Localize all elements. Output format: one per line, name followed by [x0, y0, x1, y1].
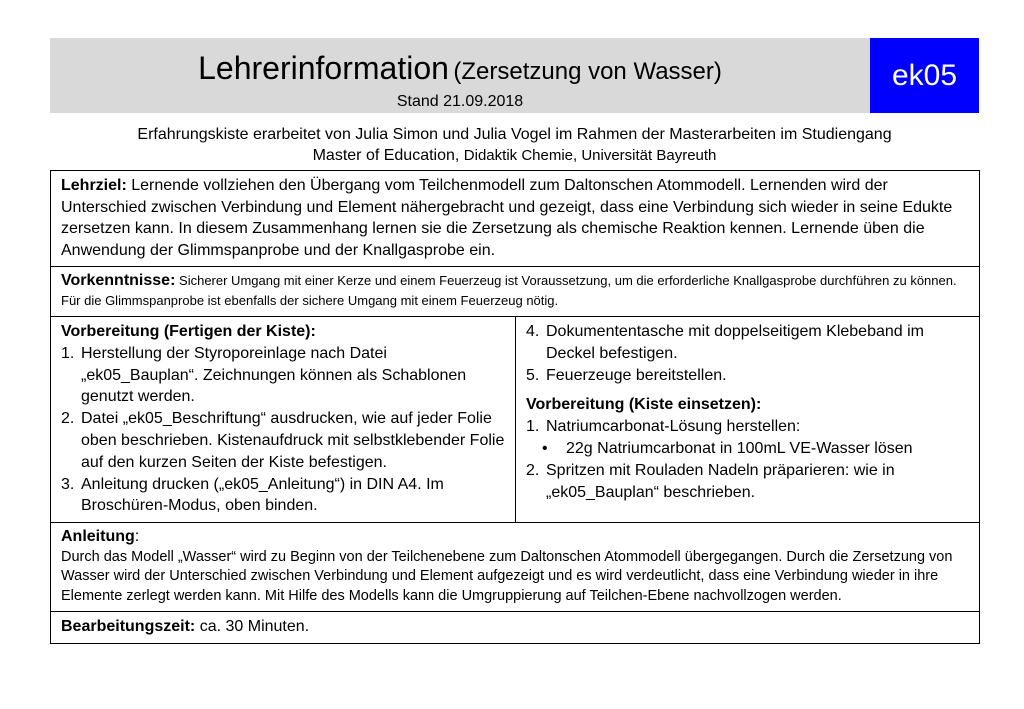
bullet-item — [526, 438, 969, 460]
lehrziel-cell — [51, 171, 980, 267]
vorbereitung-fertigen-heading: Vorbereitung (Fertigen der Kiste): — [61, 323, 316, 340]
list-item-text: Natriumcarbonat-Lösung herstellen: — [546, 418, 801, 436]
list-item — [61, 408, 505, 473]
bearbeitungszeit-cell — [51, 612, 980, 644]
anleitung-colon: : — [134, 528, 140, 546]
list-item-text: Datei „ek05_Beschriftung“ ausdrucken, wie auf jeder Folie oben beschrieben. Kistenaufdruck mit selbstklebender Folie auf den kurzen Seiten der Kiste befestigen. — [81, 410, 505, 471]
page-subtitle: (Zersetzung von Wasser) — [453, 58, 722, 85]
bullet-text: 22g Natriumcarbonat in 100mL VE-Wasser lösen — [566, 439, 913, 457]
anleitung-label: Anleitung — [61, 528, 135, 546]
bearbeitungszeit-row — [51, 612, 980, 644]
list-item-text: Spritzen mit Rouladen Nadeln präparieren: wie in „ek05_Bauplan“ beschrieben. — [546, 461, 895, 501]
code-badge: ek05 — [870, 38, 979, 113]
vorbereitung-row — [51, 317, 980, 523]
anleitung-heading — [61, 527, 969, 548]
list-number: 2. — [526, 461, 540, 479]
credit-degree: Master of Education, — [312, 147, 460, 164]
list-item — [526, 321, 969, 365]
list-number: 3. — [61, 475, 75, 493]
bullet-icon: • — [542, 439, 548, 457]
list-number: 4. — [526, 323, 540, 340]
list-item — [61, 343, 505, 408]
bearbeitungszeit-text: ca. 30 Minuten. — [199, 618, 310, 636]
info-table — [50, 170, 980, 644]
anleitung-text: Durch das Modell „Wasser“ wird zu Beginn von der Teilchenebene zum Daltonschen Atommodell übergegangen. Durch die Zersetzung von Wasser wird der Unterschied zwischen Verbindung und Element aufgezeigt und es wird verdeutlicht, dass eine Verbindung wieder in ihre Elemente zerlegt werden kann. Mit Hilfe des Modells kann die Umgruppierung auf Teilchen-Ebene nachvollzogen werden. — [61, 548, 953, 604]
vorbereitung-fertigen-cell — [51, 317, 516, 523]
credit-institution: Didaktik Chemie, Universität Bayreuth — [463, 147, 717, 164]
credit-text — [50, 124, 979, 166]
vorbereitung-einsetzen-heading: Vorbereitung (Kiste einsetzen): — [526, 396, 762, 414]
vorkenntnisse-cell — [51, 267, 980, 317]
stand-date: Stand 21.09.2018 — [396, 93, 524, 110]
credit-line-1: Erfahrungskiste erarbeitet von Julia Simon und Julia Vogel im Rahmen der Masterarbeiten im Studiengang — [137, 126, 892, 143]
vorbereitung-einsetzen-list-2 — [526, 460, 969, 504]
anleitung-cell — [51, 523, 980, 612]
lehrziel-row — [51, 171, 980, 267]
title-line — [50, 50, 870, 93]
list-item — [526, 365, 969, 387]
list-number: 2. — [61, 410, 75, 428]
list-item-text: Anleitung drucken („ek05_Anleitung“) in DIN A4. Im Broschüren-Modus, oben binden. — [81, 475, 444, 515]
vorbereitung-fertigen-list-continued — [526, 321, 969, 386]
list-number: 1. — [526, 418, 540, 436]
bearbeitungszeit-label: Bearbeitungszeit: — [61, 618, 196, 636]
anleitung-row — [51, 523, 980, 612]
list-item-text: Dokumententasche mit doppelseitigem Klebeband im Deckel befestigen. — [546, 323, 924, 362]
credit-line-2 — [50, 145, 979, 166]
list-number: 5. — [526, 366, 540, 384]
vorkenntnisse-row — [51, 267, 980, 317]
vorbereitung-einsetzen-heading-wrap — [526, 394, 969, 416]
list-number: 1. — [61, 344, 75, 362]
lehrziel-label: Lehrziel: — [61, 177, 127, 194]
header-bar — [50, 38, 870, 113]
vorbereitung-einsetzen-list — [526, 416, 969, 438]
page-title: Lehrerinformation — [198, 50, 449, 86]
vorkenntnisse-label: Vorkenntnisse: — [61, 272, 176, 289]
vorbereitung-fertigen-list — [61, 343, 505, 517]
list-item-text: Feuerzeuge bereitstellen. — [546, 366, 727, 384]
vorbereitung-continued-cell — [516, 317, 980, 523]
vorkenntnisse-text: Sicherer Umgang mit einer Kerze und einem Feuerzeug ist Voraussetzung, um die erforderliche Knallgasprobe durchführen zu können. Für die Glimmspanprobe ist ebenfalls der sichere Umgang mit einem Feuerzeug nötig. — [61, 273, 957, 308]
list-item — [526, 416, 969, 438]
list-item-text: Herstellung der Styroporeinlage nach Datei „ek05_Bauplan“. Zeichnungen können als Schablonen genutzt werden. — [81, 344, 467, 406]
list-item — [526, 460, 969, 504]
list-item — [61, 474, 505, 518]
lehrziel-text: Lernende vollziehen den Übergang vom Teilchenmodell zum Daltonschen Atommodell. Lernenden wird der Unterschied zwischen Verbindung und Element nähergebracht und gezeigt, dass eine Verbindung sich wieder in seine Edukte zersetzen kann. In diesem Zusammenhang lernen sie die Zersetzung als chemische Reaktion kennen. Lernende üben die Anwendung der Glimmspanprobe und der Knallgasprobe ein. — [61, 177, 953, 259]
